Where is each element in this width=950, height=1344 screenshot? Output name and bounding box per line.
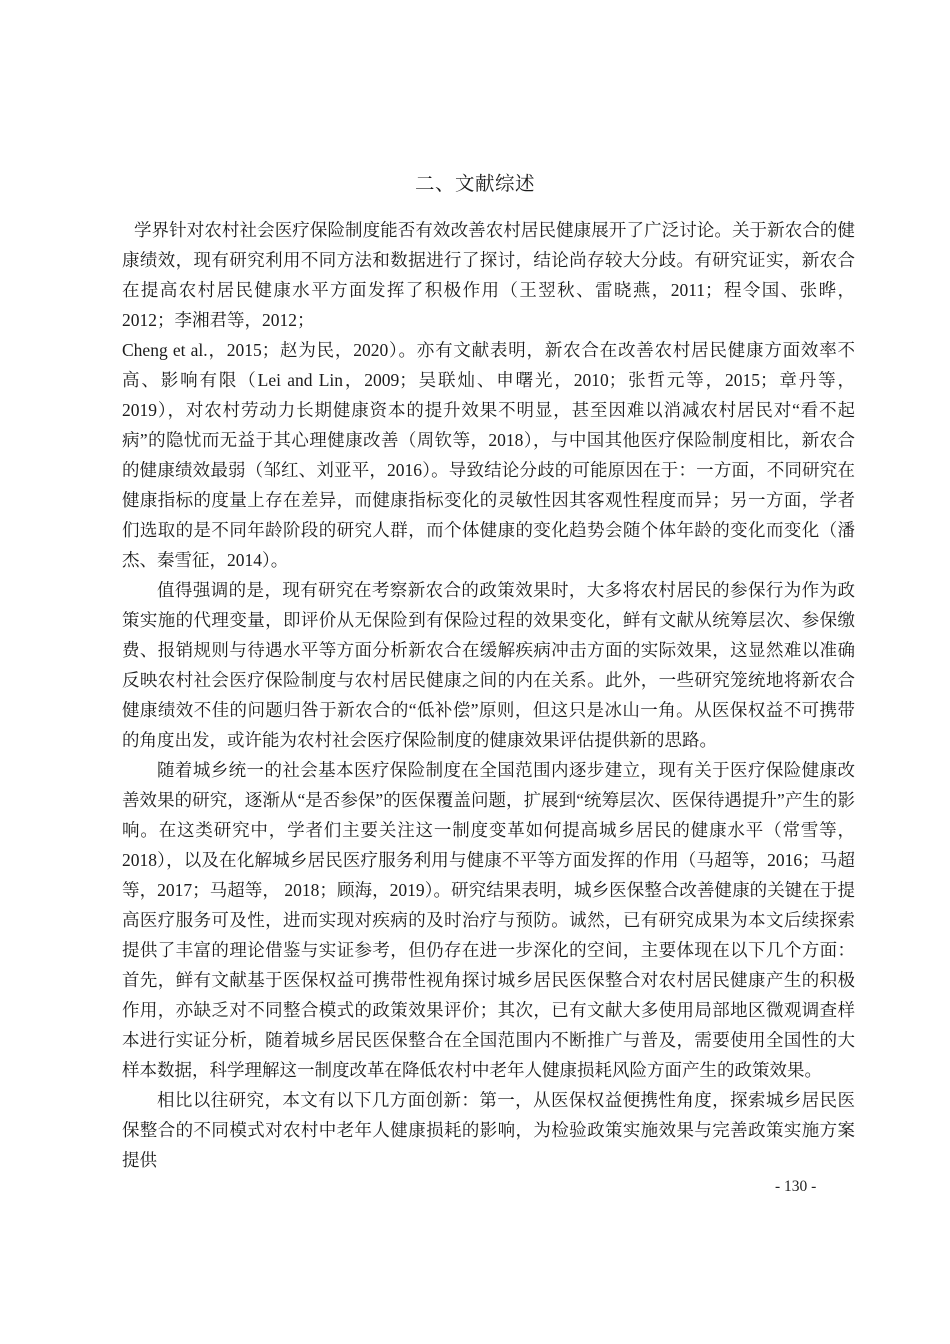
paragraph-2: 值得强调的是，现有研究在考察新农合的政策效果时，大多将农村居民的参保行为作为政策实施的代理变量，即评价从无保险到有保险过程的效果变化，鲜有文献从统筹层次、参保缴费、报销规则与待遇水平等方面分析新农合在缓解疾病冲击方面的实际效果，这显然难以准确反映农村社会医疗保险制度与农村居民健康之间的内在关系。此外，一些研究笼统地将新农合健康绩效不佳的问题归咎于新农合的“低补偿”原则，但这只是冰山一角。从医保权益不可携带的角度出发，或许能为农村社会医疗保险制度的健康效果评估提供新的思路。 [122,580,855,750]
paragraph-1-continuation: Cheng et al.，2015；赵为民，2020）。亦有文献表明，新农合在改善农村居民健康方面效率不高、影响有限（Lei and Lin，2009；吴联灿、申曙光，2010；张哲元等，2015；章丹等，2019），对农村劳动力长期健康资本的提升效果不明显，甚至因难以消减农村居民对“看不起病”的隐忧而无益于其心理健康改善（周钦等，2018），与中国其他医疗保险制度相比，新农合的健康绩效最弱（邹红、刘亚平，2016）。导致结论分歧的可能原因在于：一方面，不同研究在健康指标的度量上存在差异，而健康指标变化的灵敏性因其客观性程度而异；另一方面，学者们选取的是不同年龄阶段的研究人群，而个体健康的变化趋势会随个体年龄的变化而变化（潘杰、秦雪征，2014）。 [122,340,855,570]
paragraph-3: 随着城乡统一的社会基本医疗保险制度在全国范围内逐步建立，现有关于医疗保险健康改善效果的研究，逐渐从“是否参保”的医保覆盖问题，扩展到“统筹层次、医保待遇提升”产生的影响。在这类研究中，学者们主要关注这一制度变革如何提高城乡居民的健康水平（常雪等，2018），以及在化解城乡居民医疗服务利用与健康不平等方面发挥的作用（马超等，2016；马超等，2017；马超等， 2018；顾海，2019）。研究结果表明，城乡医保整合改善健康的关键在于提高医疗服务可及性，进而实现对疾病的及时治疗与预防。诚然，已有研究成果为本文后续探索提供了丰富的理论借鉴与实证参考，但仍存在进一步深化的空间，主要体现在以下几个方面：首先，鲜有文献基于医保权益可携带性视角探讨城乡居民医保整合对农村居民健康产生的积极作用，亦缺乏对不同整合模式的政策效果评价；其次，已有文献大多使用局部地区微观调查样本进行实证分析，随着城乡居民医保整合在全国范围内不断推广与普及，需要使用全国性的大样本数据，科学理解这一制度改革在降低农村中老年人健康损耗风险方面产生的政策效果。 [122,760,855,1080]
page-number: - 130 - [775,1178,817,1195]
paragraph-1-indented-block: 学界针对农村社会医疗保险制度能否有效改善农村居民健康展开了广泛讨论。关于新农合的健康绩效，现有研究利用不同方法和数据进行了探讨，结论尚存较大分歧。有研究证实，新农合在提高农村居民健康水平方面发挥了积极作用（王翌秋、雷晓燕，2011；程令国、张晔，2012；李湘君等，2012； [122,220,855,330]
section-title: 二、文献综述 [414,174,535,195]
paragraph-4: 相比以往研究，本文有以下几方面创新：第一，从医保权益便携性角度，探索城乡居民医保整合的不同模式对农村中老年人健康损耗的影响，为检验政策实施效果与完善政策实施方案提供 [122,1090,855,1170]
body-text [122,215,855,1175]
